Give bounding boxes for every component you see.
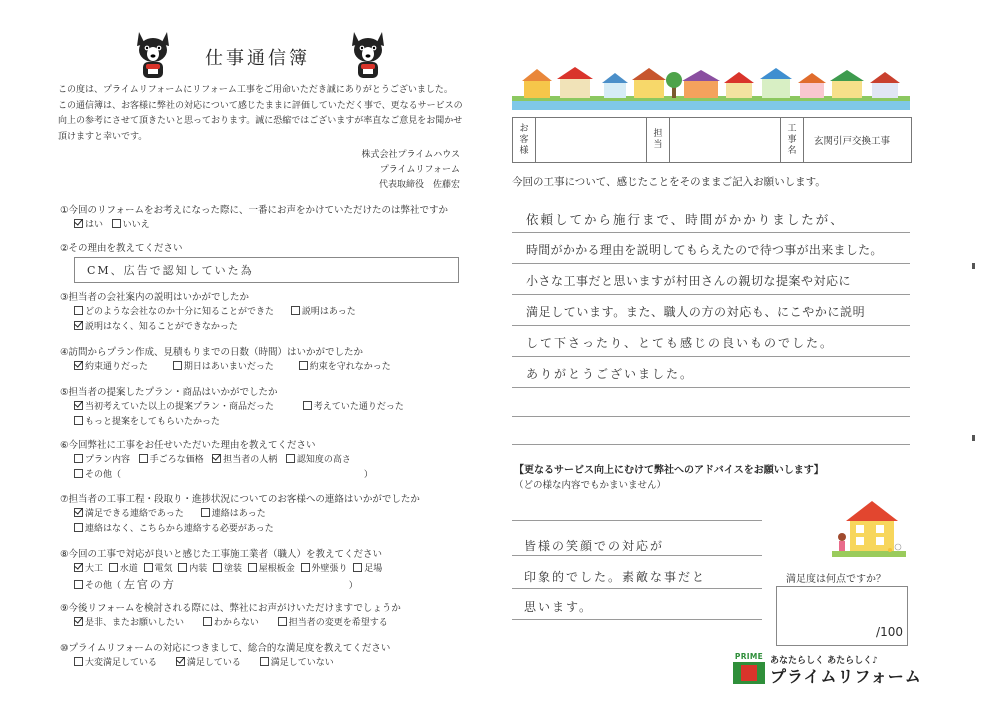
checkbox[interactable] (260, 657, 269, 666)
question-10: ⑩プライムリフォームの対応につきまして、総合的な満足度を教えてください (60, 643, 391, 654)
checkbox[interactable] (301, 563, 310, 572)
dog-mascot-left-icon (133, 30, 173, 82)
checkbox[interactable] (178, 563, 187, 572)
checkbox-checked[interactable] (212, 454, 221, 463)
intro-line: 向上の参考にさせて頂きたいと思っております。誠に恐縮ではございますが率直なご意見をお聞かせ (58, 116, 463, 126)
intro-text (58, 83, 478, 145)
brand-tagline: あなたらしく あたらしく♪ (770, 656, 878, 666)
writing-line (512, 588, 762, 589)
advice-line: 印象的でした。素敵な事だと (524, 570, 707, 584)
reason-answer-text: CM、広告で認知していた為 (87, 264, 254, 277)
intro-line: この通信簿は、お客様に弊社の対応について感じたままに評価していただく事で、更なるサービスの (58, 100, 463, 111)
question-6-options: プラン内容 手ごろな価格 担当者の人柄 認知度の高さ その他（ ） (74, 453, 373, 483)
advice-subtitle: （どの様な内容でもかまいません） (514, 480, 667, 491)
checkbox-checked[interactable] (74, 361, 83, 370)
advice-line: 皆様の笑顔での対応が (524, 539, 665, 553)
question-6: ⑥今回弊社に工事をお任せいただいた理由を教えてください (60, 440, 316, 451)
writing-line (512, 520, 762, 521)
feedback-prompt: 今回の工事について、感じたことをそのままご記入お願いします。 (512, 176, 826, 188)
feedback-line: 時間がかかる理由を説明してもらえたので待つ事が出来ました。 (526, 243, 883, 257)
writing-line (512, 444, 910, 445)
question-5: ⑤担当者の提案したプラン・商品はいかがでしたか (60, 387, 278, 398)
checkbox[interactable] (299, 361, 308, 370)
other-trade-answer: 左官の方 (123, 578, 176, 591)
customer-name-cell (536, 118, 647, 162)
question-9-options: 是非、またお願いしたい わからない 担当者の変更を希望する (74, 616, 388, 631)
checkbox[interactable] (112, 219, 121, 228)
checkbox[interactable] (213, 563, 222, 572)
checkbox[interactable] (109, 563, 118, 572)
question-2: ②その理由を教えてください (60, 243, 183, 254)
checkbox-checked[interactable] (74, 508, 83, 517)
work-name-value: 玄関引戸交換工事 (814, 136, 891, 147)
checkbox[interactable] (248, 563, 257, 572)
checkbox[interactable] (74, 657, 83, 666)
feedback-line: ありがとうございました。 (526, 367, 695, 381)
question-5-options: 当初考えていた以上の提案プラン・商品だった 考えていた通りだった もっと提案をしてもらいたかった (74, 400, 404, 430)
checkbox-checked[interactable] (74, 617, 83, 626)
satisfaction-max: /100 (876, 625, 903, 639)
customer-label: お 客 様 (513, 118, 536, 162)
house-illustration (832, 497, 906, 559)
writing-line (512, 294, 910, 295)
brand-name: プライムリフォーム (770, 667, 922, 686)
satisfaction-score-field[interactable] (776, 586, 908, 646)
brand-name-text: プライムリフォーム (379, 165, 460, 175)
checkbox[interactable] (201, 508, 210, 517)
checkbox[interactable] (74, 469, 83, 478)
checkbox[interactable] (278, 617, 287, 626)
job-info-table (512, 117, 912, 163)
feedback-line: して下さったり、とても感じの良いものでした。 (526, 336, 835, 350)
feedback-line: 依頼してから施行まで、時間がかかりましたが、 (526, 212, 845, 227)
checkbox[interactable] (286, 454, 295, 463)
question-4: ④訪問からプラン作成、見積もりまでの日数（時間）はいかがでしたか (60, 347, 364, 358)
question-3: ③担当者の会社案内の説明はいかがでしたか (60, 292, 250, 303)
question-3-options: どのような会社なのか十分に知ることができた 説明はあった 説明はなく、知ることができなかった (74, 305, 356, 335)
feedback-line: 小さな工事だと思いますが村田さんの親切な提案や対応に (526, 274, 852, 288)
checkbox[interactable] (139, 454, 148, 463)
checkbox-checked[interactable] (74, 563, 83, 572)
intro-line: 頂けますと幸いです。 (58, 131, 148, 142)
checkbox[interactable] (74, 416, 83, 425)
punch-mark (972, 435, 975, 441)
checkbox[interactable] (353, 563, 362, 572)
writing-line (512, 325, 910, 326)
question-7: ⑦担当者の工事工程・段取り・進捗状況についてのお客様への連絡はいかがでしたか (60, 494, 420, 505)
question-1-options: はい いいえ (74, 218, 150, 233)
checkbox[interactable] (74, 523, 83, 532)
writing-line (512, 387, 910, 388)
question-9: ⑨今後リフォームを検討される際には、弊社にお声がけいただけますでしょうか (60, 603, 401, 614)
representative-name: 代表取締役 佐藤宏 (378, 180, 460, 190)
checkbox[interactable] (203, 617, 212, 626)
intro-line: この度は、プライムリフォームにリフォーム工事をご用命いただき誠にありがとうございました。 (58, 85, 453, 95)
town-illustration (512, 64, 910, 110)
writing-line (512, 232, 910, 233)
checkbox-checked[interactable] (74, 219, 83, 228)
checkbox[interactable] (173, 361, 182, 370)
satisfaction-label: 満足度は何点ですか？ (786, 574, 886, 585)
advice-title: 【更なるサービス向上にむけて弊社へのアドバイスをお願いします】 (514, 465, 824, 476)
staff-name-cell (670, 118, 781, 162)
work-label: 工 事 名 (781, 118, 804, 162)
checkbox-checked[interactable] (176, 657, 185, 666)
question-7-options: 満足できる連絡であった 連絡はあった 連絡はなく、こちらから連絡する必要があった (74, 507, 274, 537)
writing-line (512, 416, 910, 417)
reason-answer-box (74, 257, 459, 283)
checkbox[interactable] (74, 580, 83, 589)
dog-mascot-right-icon (348, 30, 388, 82)
checkbox[interactable] (291, 306, 300, 315)
staff-label: 担 当 (647, 118, 670, 162)
checkbox-checked[interactable] (74, 401, 83, 410)
question-4-options: 約束通りだった 期日はあいまいだった 約束を守れなかった (74, 360, 391, 375)
question-8: ⑧今回の工事で対応が良いと感じた工事施工業者（職人）を教えてください (60, 549, 383, 560)
punch-mark (972, 263, 975, 269)
feedback-line: 満足しています。また、職人の方の対応も、にこやかに説明 (526, 305, 866, 319)
prime-logo: PRIME (733, 652, 765, 684)
checkbox[interactable] (74, 454, 83, 463)
writing-line (512, 555, 762, 556)
checkbox-checked[interactable] (74, 321, 83, 330)
advice-line: 思います。 (524, 600, 594, 614)
checkbox[interactable] (74, 306, 83, 315)
writing-line (512, 356, 910, 357)
question-10-options: 大変満足している 満足している 満足していない (74, 656, 334, 671)
signature-block (300, 148, 460, 193)
checkbox[interactable] (303, 401, 312, 410)
checkbox[interactable] (144, 563, 153, 572)
question-1: ①今回のリフォームをお考えになった際に、一番にお声をかけていただけたのは弊社ですか (60, 205, 449, 216)
writing-line (512, 619, 762, 620)
writing-line (512, 263, 910, 264)
logo-red-square (741, 665, 757, 681)
satisfaction-box (776, 568, 908, 646)
question-8-options: 大工 水道 電気 内装 塗装 屋根板金 外壁張り 足場 その他（ 左官の方 ） (74, 562, 382, 594)
company-name: 株式会社プライムハウス (361, 150, 460, 160)
page-title: 仕事通信簿 (205, 48, 310, 69)
